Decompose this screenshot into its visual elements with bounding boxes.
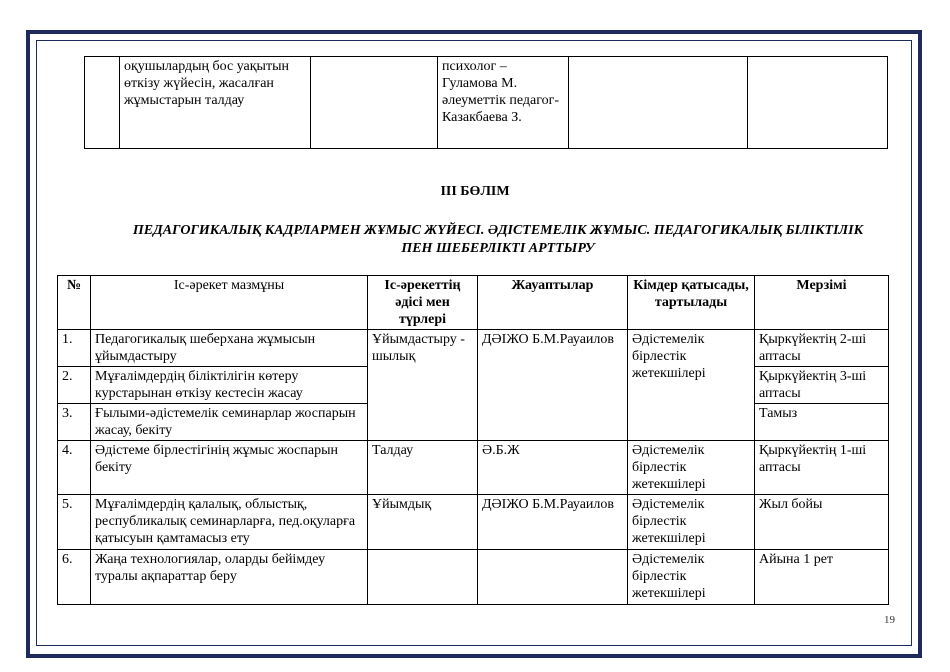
row-content: Жаңа технологиялар, оларды бейімдеу туралы ақпараттар беру [91,550,368,605]
header-participants: Кімдер қатысады, тартылады [628,276,755,330]
section-subtitle: ПЕДАГОГИКАЛЫҚ КАДРЛАРМЕН ЖҰМЫС ЖҮЙЕСІ. ӘДІСТЕМЕЛІК ЖҰМЫС. ПЕДАГОГИКАЛЫҚ БІЛІКТІЛІК ПЕН ШЕБЕРЛІКТІ АРТТЫРУ [132,223,864,256]
row-participants: Әдістемелік бірлестік жетекшілері [628,550,755,605]
page-number: 19 [884,614,895,626]
continued-table [84,56,888,149]
section-title: ІІІ БӨЛІМ [440,184,510,199]
header-method: Іс-әрекеттің әдісі мен түрлері [368,276,478,330]
row-content: Мұғалімдердің қалалық, облыстық, республикалық семинарларға, пед.оқуларға қатысуын қамтамасыз ету [91,495,368,550]
row-content: Мұғалімдердің біліктілігін көтеру курстарынан өткізу кестесін жасау [91,367,368,404]
table-row [58,330,889,367]
table-cell: оқушылардың бос уақытын өткізу жүйесін, жасалған жұмыстарын талдау [120,57,311,149]
row-deadline: Тамыз [755,404,889,441]
row-responsible: Ә.Б.Ж [478,441,628,495]
row-num: 4. [58,441,91,495]
table-row [58,495,889,550]
row-participants: Әдістемелік бірлестік жетекшілері [628,495,755,550]
row-method: Ұйымдастыру - шылық [368,330,478,441]
row-participants: Әдістемелік бірлестік жетекшілері [628,330,755,441]
plan-table [57,275,889,605]
row-responsible: ДӘІЖО Б.М.Рауаилов [478,495,628,550]
row-deadline: Жыл бойы [755,495,889,550]
header-num: № [58,276,91,330]
table-cell [311,57,438,149]
row-num: 6. [58,550,91,605]
row-deadline: Қыркүйектің 2-ші аптасы [755,330,889,367]
row-responsible: ДӘІЖО Б.М.Рауаилов [478,330,628,441]
row-num: 5. [58,495,91,550]
header-deadline: Мерзімі [755,276,889,330]
table-cell [85,57,120,149]
row-num: 3. [58,404,91,441]
row-deadline: Айына 1 рет [755,550,889,605]
table-row [85,57,888,149]
row-method [368,550,478,605]
header-responsible: Жауаптылар [478,276,628,330]
table-cell [569,57,748,149]
table-header-row [58,276,889,330]
row-method: Талдау [368,441,478,495]
row-num: 1. [58,330,91,367]
table-row [58,441,889,495]
header-content: Іс-әрекет мазмұны [91,276,368,330]
row-responsible [478,550,628,605]
table-cell [748,57,888,149]
row-num: 2. [58,367,91,404]
table-row [58,550,889,605]
row-deadline: Қыркүйектің 3-ші аптасы [755,367,889,404]
row-content: Ғылыми-әдістемелік семинарлар жоспарын жасау, бекіту [91,404,368,441]
row-method: Ұйымдық [368,495,478,550]
table-cell: психолог – Гуламова М. әлеуметтік педагог- Казакбаева З. [438,57,569,149]
row-participants: Әдістемелік бірлестік жетекшілері [628,441,755,495]
row-content: Әдістеме бірлестігінің жұмыс жоспарын бекіту [91,441,368,495]
row-content: Педагогикалық шеберхана жұмысын ұйымдастыру [91,330,368,367]
row-deadline: Қыркүйектің 1-ші аптасы [755,441,889,495]
